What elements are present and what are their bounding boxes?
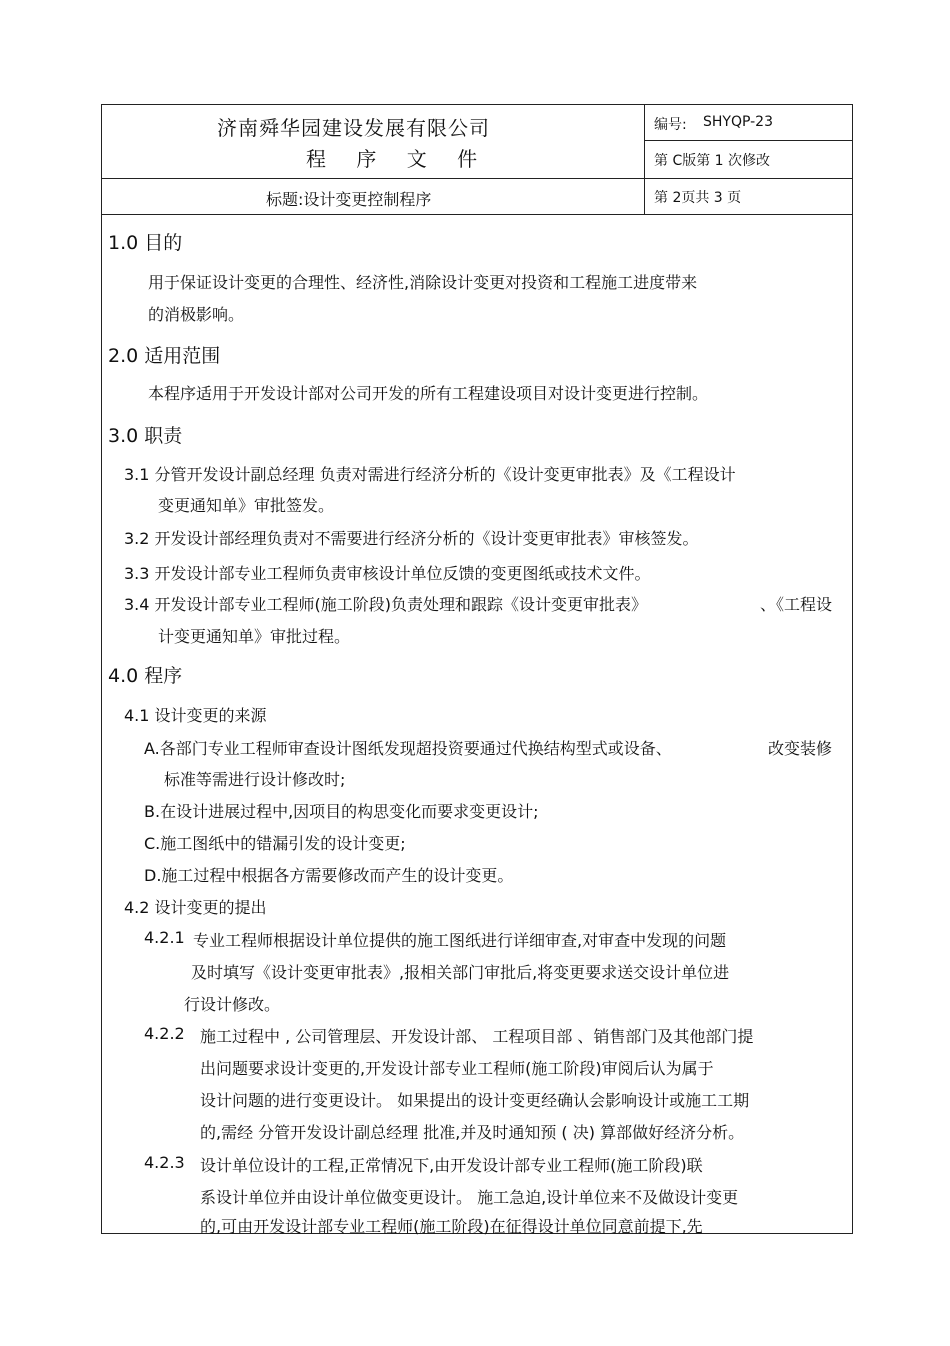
source-c-line: C.施工图纸中的错漏引发的设计变更; [144,834,406,853]
document-type: 程 序 文 件 [306,147,490,171]
header-divider-bottom [101,214,853,215]
header-divider-version [644,140,853,141]
section-2-heading: 2.0 适用范围 [108,345,221,367]
section-3-heading: 3.0 职责 [108,425,183,447]
item-4-2-2-line: 施工过程中 , 公司管理层、开发设计部、 工程项目部 、销售部门及其他部门提 [200,1027,754,1046]
item-4-2-2-line: 出问题要求设计变更的,开发设计部专业工程师(施工阶段)审阅后认为属于 [200,1059,714,1078]
header-column-divider [644,104,645,214]
source-d-line: D.施工过程中根据各方需要修改而产生的设计变更。 [144,866,514,885]
item-4-2-3-line: 设计单位设计的工程,正常情况下,由开发设计部专业工程师(施工阶段)联 [200,1156,703,1175]
page-number: 第 2页共 3 页 [654,190,742,206]
item-3-3-line: 3.3 开发设计部专业工程师负责审核设计单位反馈的变更图纸或技术文件。 [124,564,651,583]
item-4-2-2-line: 的,需经 分管开发设计副总经理 批准,并及时通知预 ( 决) 算部做好经济分析。 [200,1123,745,1142]
section-1-heading: 1.0 目的 [108,232,183,254]
source-a-line: 标准等需进行设计修改时; [164,770,346,789]
section-1-line: 用于保证设计变更的合理性、经济性,消除设计变更对投资和工程施工进度带来 [148,273,698,292]
subsection-4-2-heading: 4.2 设计变更的提出 [124,898,267,917]
item-3-4-line-tail: 、《工程设 [760,595,833,614]
doc-code-label: 编号: [654,117,687,133]
item-4-2-3-line: 系设计单位并由设计单位做变更设计。 施工急迫,设计单位来不及做设计变更 [200,1188,739,1207]
item-4-2-1-line: 及时填写《设计变更审批表》,报相关部门审批后,将变更要求送交设计单位进 [191,963,730,982]
doc-code-value: SHYQP-23 [703,114,773,130]
source-a-line-tail: 改变装修 [768,739,833,758]
section-2-line: 本程序适用于开发设计部对公司开发的所有工程建设项目对设计变更进行控制。 [148,384,709,403]
item-4-2-1-line: 行设计修改。 [184,995,281,1014]
source-b-line: B.在设计进展过程中,因项目的构思变化而要求变更设计; [144,802,539,821]
header-divider-title [101,178,853,179]
source-a-line: A.各部门专业工程师审查设计图纸发现超投资要通过代换结构型式或设备、 [144,739,672,758]
item-4-2-1-line: 专业工程师根据设计单位提供的施工图纸进行详细审查,对审查中发现的问题 [193,931,727,950]
item-3-2-line: 3.2 开发设计部经理负责对不需要进行经济分析的《设计变更审批表》审核签发。 [124,529,699,548]
item-3-1-line: 3.1 分管开发设计副总经理 负责对需进行经济分析的《设计变更审批表》及《工程设计 [124,465,736,484]
doc-title: 标题:设计变更控制程序 [266,190,432,209]
doc-version: 第 C版第 1 次修改 [654,153,771,169]
section-4-heading: 4.0 程序 [108,665,183,687]
item-4-2-2-number: 4.2.2 [144,1024,185,1043]
item-4-2-3-line: 的,可由开发设计部专业工程师(施工阶段)在征得设计单位同意前提下,先 [200,1217,703,1236]
item-4-2-1-number: 4.2.1 [144,928,185,947]
company-name: 济南舜华园建设发展有限公司 [217,116,490,140]
subsection-4-1-heading: 4.1 设计变更的来源 [124,706,267,725]
item-4-2-3-number: 4.2.3 [144,1153,185,1172]
item-3-4-line: 计变更通知单》审批过程。 [158,627,351,646]
item-3-1-line: 变更通知单》审批签发。 [158,496,335,515]
item-3-4-line: 3.4 开发设计部专业工程师(施工阶段)负责处理和跟踪《设计变更审批表》 [124,595,648,614]
section-1-line: 的消极影响。 [148,305,245,324]
item-4-2-2-line: 设计问题的进行变更设计。 如果提出的设计变更经确认会影响设计或施工工期 [200,1091,750,1110]
